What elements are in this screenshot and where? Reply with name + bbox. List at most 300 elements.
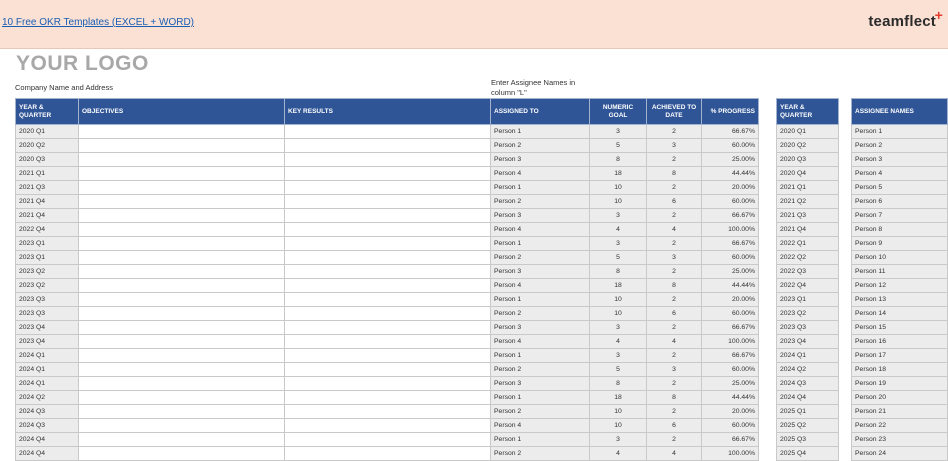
assignee-name[interactable]: Person 7 — [852, 209, 948, 223]
key-result-cell[interactable] — [285, 125, 491, 139]
year-quarter-option[interactable]: 2020 Q2 — [777, 139, 839, 153]
list-item — [777, 447, 839, 461]
assignee-name[interactable]: Person 10 — [852, 251, 948, 265]
objective-cell[interactable] — [79, 195, 285, 209]
assigned-to-cell[interactable]: Person 1 — [491, 125, 590, 139]
assignee-name[interactable]: Person 14 — [852, 307, 948, 321]
table-row — [16, 139, 759, 153]
key-result-cell[interactable] — [285, 349, 491, 363]
progress-cell[interactable]: 60.00% — [702, 139, 759, 153]
objective-cell[interactable] — [79, 391, 285, 405]
progress-cell[interactable]: 60.00% — [702, 307, 759, 321]
objective-cell[interactable] — [79, 349, 285, 363]
list-item — [852, 335, 948, 349]
list-item — [777, 139, 839, 153]
progress-cell[interactable]: 20.00% — [702, 181, 759, 195]
year-quarter-option[interactable]: 2025 Q2 — [777, 419, 839, 433]
assignee-name[interactable]: Person 19 — [852, 377, 948, 391]
list-item — [777, 223, 839, 237]
year-quarter-cell[interactable]: 2024 Q1 — [16, 349, 79, 363]
year-quarter-option[interactable]: 2024 Q1 — [777, 349, 839, 363]
progress-cell[interactable]: 66.67% — [702, 209, 759, 223]
objective-cell[interactable] — [79, 405, 285, 419]
table-row — [16, 181, 759, 195]
assigned-to-cell[interactable]: Person 1 — [491, 433, 590, 447]
list-item — [852, 419, 948, 433]
key-result-cell[interactable] — [285, 447, 491, 461]
numeric-goal-cell[interactable]: 3 — [590, 237, 647, 251]
table-row — [16, 167, 759, 181]
list-item — [777, 195, 839, 209]
assignee-name[interactable]: Person 23 — [852, 433, 948, 447]
assigned-to-cell[interactable]: Person 1 — [491, 349, 590, 363]
year-quarter-cell[interactable]: 2021 Q1 — [16, 167, 79, 181]
table-row — [16, 293, 759, 307]
assignee-name[interactable]: Person 22 — [852, 419, 948, 433]
table-row — [16, 405, 759, 419]
key-result-cell[interactable] — [285, 139, 491, 153]
key-result-cell[interactable] — [285, 391, 491, 405]
achieved-cell[interactable]: 2 — [647, 265, 702, 279]
assignee-name[interactable]: Person 24 — [852, 447, 948, 461]
year-quarter-cell[interactable]: 2023 Q4 — [16, 321, 79, 335]
assigned-to-cell[interactable]: Person 2 — [491, 307, 590, 321]
top-banner — [0, 0, 948, 49]
list-item — [852, 167, 948, 181]
year-quarter-cell[interactable]: 2024 Q4 — [16, 433, 79, 447]
numeric-goal-cell[interactable]: 5 — [590, 139, 647, 153]
list-item — [852, 363, 948, 377]
company-name-address: Company Name and Address — [15, 83, 113, 92]
year-quarter-cell[interactable]: 2024 Q1 — [16, 377, 79, 391]
list-item — [852, 139, 948, 153]
key-result-cell[interactable] — [285, 181, 491, 195]
progress-cell[interactable]: 100.00% — [702, 447, 759, 461]
progress-cell[interactable]: 60.00% — [702, 195, 759, 209]
achieved-cell[interactable]: 4 — [647, 335, 702, 349]
key-result-cell[interactable] — [285, 265, 491, 279]
achieved-cell[interactable]: 2 — [647, 181, 702, 195]
objective-cell[interactable] — [79, 139, 285, 153]
list-item — [777, 307, 839, 321]
list-item — [777, 293, 839, 307]
year-quarter-cell[interactable]: 2021 Q4 — [16, 195, 79, 209]
year-quarter-cell[interactable]: 2023 Q2 — [16, 279, 79, 293]
year-quarter-option[interactable]: 2021 Q1 — [777, 181, 839, 195]
year-quarter-option[interactable]: 2023 Q4 — [777, 335, 839, 349]
year-quarter-option[interactable]: 2025 Q1 — [777, 405, 839, 419]
achieved-cell[interactable]: 2 — [647, 153, 702, 167]
assignee-name[interactable]: Person 11 — [852, 265, 948, 279]
list-item — [852, 377, 948, 391]
achieved-cell[interactable]: 6 — [647, 195, 702, 209]
progress-cell[interactable]: 100.00% — [702, 335, 759, 349]
list-item — [852, 307, 948, 321]
numeric-goal-cell[interactable]: 3 — [590, 321, 647, 335]
key-result-cell[interactable] — [285, 153, 491, 167]
list-item — [852, 321, 948, 335]
year-quarter-cell[interactable]: 2023 Q3 — [16, 293, 79, 307]
year-quarter-cell[interactable]: 2023 Q2 — [16, 265, 79, 279]
progress-cell[interactable]: 44.44% — [702, 279, 759, 293]
numeric-goal-cell[interactable]: 18 — [590, 391, 647, 405]
key-result-cell[interactable] — [285, 237, 491, 251]
achieved-cell[interactable]: 2 — [647, 349, 702, 363]
assignee-name[interactable]: Person 1 — [852, 125, 948, 139]
numeric-goal-cell[interactable]: 18 — [590, 279, 647, 293]
header-key-results[interactable]: KEY RESULTS — [285, 99, 491, 125]
list-item — [777, 377, 839, 391]
objective-cell[interactable] — [79, 447, 285, 461]
numeric-goal-cell[interactable]: 3 — [590, 349, 647, 363]
year-quarter-header-row — [777, 99, 839, 125]
objective-cell[interactable] — [79, 209, 285, 223]
key-result-cell[interactable] — [285, 223, 491, 237]
list-item — [777, 349, 839, 363]
okr-table — [15, 98, 759, 461]
assignee-name[interactable]: Person 9 — [852, 237, 948, 251]
progress-cell[interactable]: 66.67% — [702, 237, 759, 251]
progress-cell[interactable]: 66.67% — [702, 125, 759, 139]
list-item — [852, 195, 948, 209]
objective-cell[interactable] — [79, 433, 285, 447]
table-row — [16, 237, 759, 251]
numeric-goal-cell[interactable]: 10 — [590, 419, 647, 433]
achieved-cell[interactable]: 2 — [647, 405, 702, 419]
table-row — [16, 279, 759, 293]
assigned-to-cell[interactable]: Person 1 — [491, 293, 590, 307]
achieved-cell[interactable]: 4 — [647, 447, 702, 461]
year-quarter-option[interactable]: 2025 Q4 — [777, 447, 839, 461]
year-quarter-option[interactable]: 2021 Q2 — [777, 195, 839, 209]
assignee-hint — [491, 78, 591, 98]
key-result-cell[interactable] — [285, 335, 491, 349]
list-item — [777, 181, 839, 195]
year-quarter-cell[interactable]: 2021 Q4 — [16, 209, 79, 223]
numeric-goal-cell[interactable]: 8 — [590, 265, 647, 279]
key-result-cell[interactable] — [285, 307, 491, 321]
year-quarter-option[interactable]: 2022 Q1 — [777, 237, 839, 251]
header-numeric-goal[interactable]: NUMERIC GOAL — [590, 99, 647, 125]
achieved-cell[interactable]: 3 — [647, 363, 702, 377]
header-year-quarter[interactable]: YEAR & QUARTER — [16, 99, 79, 125]
table-row — [16, 265, 759, 279]
table-row — [16, 307, 759, 321]
assigned-to-cell[interactable]: Person 4 — [491, 223, 590, 237]
list-item — [852, 279, 948, 293]
year-quarter-option[interactable]: 2023 Q3 — [777, 321, 839, 335]
assigned-to-cell[interactable]: Person 2 — [491, 405, 590, 419]
list-item — [777, 251, 839, 265]
table-row — [16, 419, 759, 433]
achieved-cell[interactable]: 2 — [647, 321, 702, 335]
assignee-name[interactable]: Person 3 — [852, 153, 948, 167]
objective-cell[interactable] — [79, 251, 285, 265]
key-result-cell[interactable] — [285, 293, 491, 307]
year-quarter-cell[interactable]: 2023 Q1 — [16, 237, 79, 251]
brand-name: teamflect — [868, 13, 936, 30]
table-row — [16, 377, 759, 391]
numeric-goal-cell[interactable]: 8 — [590, 153, 647, 167]
objective-cell[interactable] — [79, 377, 285, 391]
objective-cell[interactable] — [79, 181, 285, 195]
objective-cell[interactable] — [79, 293, 285, 307]
key-result-cell[interactable] — [285, 167, 491, 181]
assignee-name[interactable]: Person 6 — [852, 195, 948, 209]
assigned-to-cell[interactable]: Person 2 — [491, 195, 590, 209]
assigned-to-cell[interactable]: Person 4 — [491, 279, 590, 293]
key-result-cell[interactable] — [285, 209, 491, 223]
numeric-goal-cell[interactable]: 4 — [590, 447, 647, 461]
list-item — [852, 391, 948, 405]
objective-cell[interactable] — [79, 307, 285, 321]
numeric-goal-cell[interactable]: 10 — [590, 307, 647, 321]
assignee-hint-line-1: Enter Assignee Names in — [491, 78, 576, 87]
progress-cell[interactable]: 44.44% — [702, 391, 759, 405]
achieved-cell[interactable]: 3 — [647, 251, 702, 265]
list-item — [777, 391, 839, 405]
year-quarter-list-header[interactable]: YEAR & QUARTER — [777, 99, 839, 125]
numeric-goal-cell[interactable]: 4 — [590, 335, 647, 349]
list-item — [852, 405, 948, 419]
assignee-name[interactable]: Person 20 — [852, 391, 948, 405]
achieved-cell[interactable]: 2 — [647, 293, 702, 307]
list-item — [777, 153, 839, 167]
achieved-cell[interactable]: 6 — [647, 307, 702, 321]
progress-cell[interactable]: 25.00% — [702, 265, 759, 279]
assigned-to-cell[interactable]: Person 3 — [491, 377, 590, 391]
assignee-name[interactable]: Person 13 — [852, 293, 948, 307]
objective-cell[interactable] — [79, 153, 285, 167]
table-row — [16, 195, 759, 209]
assigned-to-cell[interactable]: Person 3 — [491, 321, 590, 335]
year-quarter-option[interactable]: 2022 Q2 — [777, 251, 839, 265]
list-item — [852, 125, 948, 139]
key-result-cell[interactable] — [285, 377, 491, 391]
objective-cell[interactable] — [79, 237, 285, 251]
list-item — [852, 447, 948, 461]
year-quarter-option[interactable]: 2025 Q3 — [777, 433, 839, 447]
table-row — [16, 349, 759, 363]
progress-cell[interactable]: 66.67% — [702, 433, 759, 447]
assigned-to-cell[interactable]: Person 2 — [491, 251, 590, 265]
year-quarter-cell[interactable]: 2020 Q1 — [16, 125, 79, 139]
achieved-cell[interactable]: 6 — [647, 419, 702, 433]
list-item — [777, 405, 839, 419]
objective-cell[interactable] — [79, 167, 285, 181]
list-item — [777, 279, 839, 293]
assignee-name[interactable]: Person 8 — [852, 223, 948, 237]
list-item — [852, 223, 948, 237]
assignee-name[interactable]: Person 16 — [852, 335, 948, 349]
list-item — [852, 181, 948, 195]
assignee-name[interactable]: Person 12 — [852, 279, 948, 293]
achieved-cell[interactable]: 2 — [647, 377, 702, 391]
progress-cell[interactable]: 66.67% — [702, 321, 759, 335]
header-assigned-to[interactable]: ASSIGNED TO — [491, 99, 590, 125]
header-achieved-to-date[interactable]: ACHIEVED TO DATE — [647, 99, 702, 125]
list-item — [777, 363, 839, 377]
year-quarter-cell[interactable]: 2024 Q1 — [16, 363, 79, 377]
assigned-to-cell[interactable]: Person 2 — [491, 447, 590, 461]
okr-templates-link[interactable]: 10 Free OKR Templates (EXCEL + WORD) — [2, 17, 195, 28]
list-item — [777, 321, 839, 335]
numeric-goal-cell[interactable]: 5 — [590, 251, 647, 265]
objective-cell[interactable] — [79, 223, 285, 237]
achieved-cell[interactable]: 8 — [647, 167, 702, 181]
assigned-to-cell[interactable]: Person 3 — [491, 265, 590, 279]
assigned-to-cell[interactable]: Person 1 — [491, 391, 590, 405]
progress-cell[interactable]: 20.00% — [702, 293, 759, 307]
key-result-cell[interactable] — [285, 363, 491, 377]
table-row — [16, 321, 759, 335]
assigned-to-cell[interactable]: Person 4 — [491, 419, 590, 433]
year-quarter-cell[interactable]: 2021 Q3 — [16, 181, 79, 195]
progress-cell[interactable]: 44.44% — [702, 167, 759, 181]
list-item — [852, 349, 948, 363]
year-quarter-cell[interactable]: 2024 Q4 — [16, 447, 79, 461]
header-progress[interactable]: % PROGRESS — [702, 99, 759, 125]
year-quarter-option[interactable]: 2022 Q4 — [777, 279, 839, 293]
progress-cell[interactable]: 60.00% — [702, 419, 759, 433]
year-quarter-option[interactable]: 2024 Q2 — [777, 363, 839, 377]
table-row — [16, 223, 759, 237]
numeric-goal-cell[interactable]: 3 — [590, 209, 647, 223]
numeric-goal-cell[interactable]: 10 — [590, 195, 647, 209]
year-quarter-option[interactable]: 2022 Q3 — [777, 265, 839, 279]
year-quarter-cell[interactable]: 2020 Q2 — [16, 139, 79, 153]
achieved-cell[interactable]: 2 — [647, 209, 702, 223]
progress-cell[interactable]: 60.00% — [702, 251, 759, 265]
year-quarter-option[interactable]: 2023 Q2 — [777, 307, 839, 321]
year-quarter-cell[interactable]: 2023 Q1 — [16, 251, 79, 265]
brand-logo — [868, 7, 943, 30]
progress-cell[interactable]: 25.00% — [702, 153, 759, 167]
assigned-to-cell[interactable]: Person 2 — [491, 139, 590, 153]
objective-cell[interactable] — [79, 125, 285, 139]
achieved-cell[interactable]: 8 — [647, 391, 702, 405]
year-quarter-option[interactable]: 2023 Q1 — [777, 293, 839, 307]
assigned-to-cell[interactable]: Person 1 — [491, 237, 590, 251]
table-row — [16, 153, 759, 167]
achieved-cell[interactable]: 2 — [647, 433, 702, 447]
year-quarter-option[interactable]: 2024 Q4 — [777, 391, 839, 405]
objective-cell[interactable] — [79, 419, 285, 433]
progress-cell[interactable]: 25.00% — [702, 377, 759, 391]
year-quarter-option[interactable]: 2021 Q4 — [777, 223, 839, 237]
assignee-hint-line-2: column "L" — [491, 88, 527, 97]
numeric-goal-cell[interactable]: 18 — [590, 167, 647, 181]
year-quarter-cell[interactable]: 2022 Q4 — [16, 223, 79, 237]
key-result-cell[interactable] — [285, 405, 491, 419]
achieved-cell[interactable]: 3 — [647, 139, 702, 153]
list-item — [852, 293, 948, 307]
numeric-goal-cell[interactable]: 10 — [590, 405, 647, 419]
achieved-cell[interactable]: 2 — [647, 125, 702, 139]
assigned-to-cell[interactable]: Person 1 — [491, 181, 590, 195]
year-quarter-cell[interactable]: 2024 Q3 — [16, 419, 79, 433]
achieved-cell[interactable]: 8 — [647, 279, 702, 293]
assigned-to-cell[interactable]: Person 2 — [491, 363, 590, 377]
progress-cell[interactable]: 20.00% — [702, 405, 759, 419]
year-quarter-list — [776, 98, 839, 461]
list-item — [852, 153, 948, 167]
list-item — [777, 237, 839, 251]
key-result-cell[interactable] — [285, 321, 491, 335]
list-item — [852, 265, 948, 279]
numeric-goal-cell[interactable]: 3 — [590, 125, 647, 139]
objective-cell[interactable] — [79, 335, 285, 349]
table-row — [16, 391, 759, 405]
list-item — [852, 237, 948, 251]
list-item — [852, 433, 948, 447]
numeric-goal-cell[interactable]: 3 — [590, 433, 647, 447]
progress-cell[interactable]: 60.00% — [702, 363, 759, 377]
year-quarter-option[interactable]: 2024 Q3 — [777, 377, 839, 391]
key-result-cell[interactable] — [285, 195, 491, 209]
assignee-list-header[interactable]: ASSIGNEE NAMES — [852, 99, 948, 125]
list-item — [852, 251, 948, 265]
numeric-goal-cell[interactable]: 10 — [590, 181, 647, 195]
your-logo-placeholder: YOUR LOGO — [16, 52, 149, 75]
key-result-cell[interactable] — [285, 279, 491, 293]
achieved-cell[interactable]: 4 — [647, 223, 702, 237]
assignee-name[interactable]: Person 5 — [852, 181, 948, 195]
objective-cell[interactable] — [79, 321, 285, 335]
year-quarter-cell[interactable]: 2023 Q4 — [16, 335, 79, 349]
list-item — [777, 209, 839, 223]
key-result-cell[interactable] — [285, 433, 491, 447]
numeric-goal-cell[interactable]: 8 — [590, 377, 647, 391]
year-quarter-option[interactable]: 2021 Q3 — [777, 209, 839, 223]
achieved-cell[interactable]: 2 — [647, 237, 702, 251]
assigned-to-cell[interactable]: Person 4 — [491, 167, 590, 181]
objective-cell[interactable] — [79, 279, 285, 293]
year-quarter-option[interactable]: 2020 Q3 — [777, 153, 839, 167]
assigned-to-cell[interactable]: Person 4 — [491, 335, 590, 349]
header-objectives[interactable]: OBJECTIVES — [79, 99, 285, 125]
year-quarter-cell[interactable]: 2024 Q3 — [16, 405, 79, 419]
numeric-goal-cell[interactable]: 4 — [590, 223, 647, 237]
table-row — [16, 125, 759, 139]
key-result-cell[interactable] — [285, 419, 491, 433]
assignee-name[interactable]: Person 21 — [852, 405, 948, 419]
assignee-name[interactable]: Person 18 — [852, 363, 948, 377]
list-item — [852, 209, 948, 223]
assigned-to-cell[interactable]: Person 3 — [491, 209, 590, 223]
objective-cell[interactable] — [79, 265, 285, 279]
list-item — [777, 125, 839, 139]
assignee-name[interactable]: Person 15 — [852, 321, 948, 335]
year-quarter-cell[interactable]: 2024 Q2 — [16, 391, 79, 405]
year-quarter-cell[interactable]: 2020 Q3 — [16, 153, 79, 167]
year-quarter-option[interactable]: 2020 Q4 — [777, 167, 839, 181]
progress-cell[interactable]: 66.67% — [702, 349, 759, 363]
assignee-name[interactable]: Person 4 — [852, 167, 948, 181]
assignee-name[interactable]: Person 17 — [852, 349, 948, 363]
numeric-goal-cell[interactable]: 10 — [590, 293, 647, 307]
progress-cell[interactable]: 100.00% — [702, 223, 759, 237]
assigned-to-cell[interactable]: Person 3 — [491, 153, 590, 167]
list-item — [777, 265, 839, 279]
table-row — [16, 209, 759, 223]
key-result-cell[interactable] — [285, 251, 491, 265]
assignee-name[interactable]: Person 2 — [852, 139, 948, 153]
year-quarter-option[interactable]: 2020 Q1 — [777, 125, 839, 139]
year-quarter-cell[interactable]: 2023 Q3 — [16, 307, 79, 321]
numeric-goal-cell[interactable]: 5 — [590, 363, 647, 377]
objective-cell[interactable] — [79, 363, 285, 377]
